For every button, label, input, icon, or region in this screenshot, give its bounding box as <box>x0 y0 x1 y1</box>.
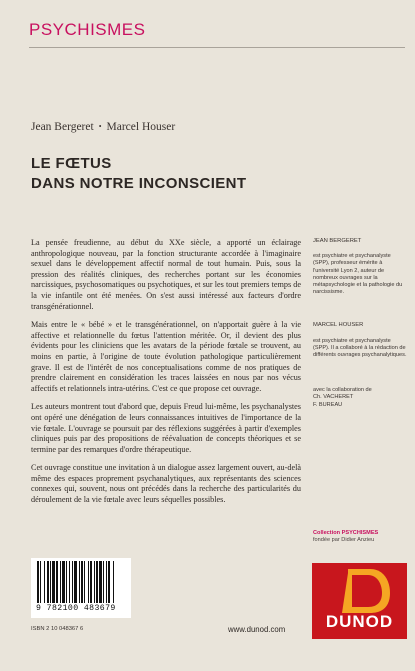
blurb-paragraph-2: Mais entre le « bébé » et le transgénérationnel, on n'apportait guère à la vie affective et relationnelle du fœtus l'attention méritée. Or, il devient des plus évidents pour les cliniciens que les avatars de la période fœtale se trouvent, au moins en partie, à l'origine de toute évolution pathologique particulièrement grave. Il est de l'intérêt de nos conceptualisations comme de nos pratiques de prendre clairement en considération les traces laissées en nous par nos vécus affectifs et relationnels intra-utérins. C'est ce que propose cet ouvrage. <box>31 320 301 393</box>
collection-name: PSYCHISMES <box>341 530 379 536</box>
header-divider <box>29 47 405 48</box>
collection-prefix: Collection <box>313 530 341 536</box>
publisher-logo <box>312 563 407 639</box>
author-bio-text: est psychiatre et psychanalyste (SPP), professeur émérite à l'université Lyon 2, auteur de nombreux ouvrages sur la métapsychologie et la pathologie du narcissisme. <box>313 253 403 296</box>
barcode-bars <box>36 561 126 603</box>
author-bio-name: JEAN BERGERET <box>313 238 362 244</box>
isbn: ISBN 2 10 048367 6 <box>31 626 84 632</box>
author-name-1: Jean Bergeret <box>31 121 94 133</box>
author-name-2: Marcel Houser <box>106 121 176 133</box>
blurb-paragraph-3: Les auteurs montrent tout d'abord que, depuis Freud lui-même, les psychanalystes ont opéré une dénégation de leurs connaissances intuitives de l'importance de la vie fœtale. L'ouvrage se poursuit par des réflexions suggérées à partir d'exemples cliniques puis par des propositions de réévaluation de concepts théoriques et se termine par des remarques d'ordre thérapeutique. <box>31 402 301 454</box>
book-title-line-2: DANS NOTRE INCONSCIENT <box>31 175 247 192</box>
blurb <box>31 238 301 514</box>
publisher-website: www.dunod.com <box>228 625 286 634</box>
collection-info <box>313 530 407 544</box>
series-name: PSYCHISMES <box>29 20 146 39</box>
author-separator: • <box>98 122 102 131</box>
author-bio-text: est psychiatre et psychanalyste (SPP). Il a collaboré à la rédaction de différents ouvrages psychanalytiques. <box>313 337 407 359</box>
blurb-paragraph-4: Cet ouvrage constitue une invitation à un dialogue assez largement ouvert, au-delà même des espaces proprement psychanalytiques, aux représentants des sciences connexes qui, souvent, nous ont précédés dans la recherche des particularités du déroulement de la vie fœtale avec leurs séquelles possibles. <box>31 463 301 505</box>
book-title <box>31 154 361 194</box>
collaboration-label: avec la collaboration de <box>313 387 372 394</box>
barcode <box>31 558 131 618</box>
author-bios <box>313 238 407 423</box>
author-bio-name: MARCEL HOUSER <box>313 322 364 329</box>
book-title-line-1: LE FŒTUS <box>31 155 112 172</box>
author-bio-1 <box>313 238 407 296</box>
collaborator-name: Ch. VACHERET <box>313 394 354 401</box>
collaboration-credit <box>313 387 407 409</box>
collection-founder: fondée par Didier Anzieu <box>313 537 375 544</box>
author-bio-2 <box>313 322 407 359</box>
authors <box>31 121 175 133</box>
collaborator-name: F. BUREAU <box>313 401 343 408</box>
barcode-digits: 9 782100 483679 <box>36 604 116 613</box>
publisher-name: DUNOD <box>325 612 394 631</box>
blurb-paragraph-1: La pensée freudienne, au début du XXe siècle, a apporté un éclairage anthropologique nouveau, par la fonction structurante accordée à l'imaginaire sexuel dans le développement affectif normal de tout humain. Puis, sous la pression des réalités cliniques, des recherches portant sur les économies narcissiques, psychosomatiques ou psychotiques, et sur les tout premiers temps de la vie infantile ont été menées. On s'est aussi intéressé aux facteurs d'ordre transgénérationnel. <box>31 238 301 311</box>
collection-title <box>313 530 407 537</box>
